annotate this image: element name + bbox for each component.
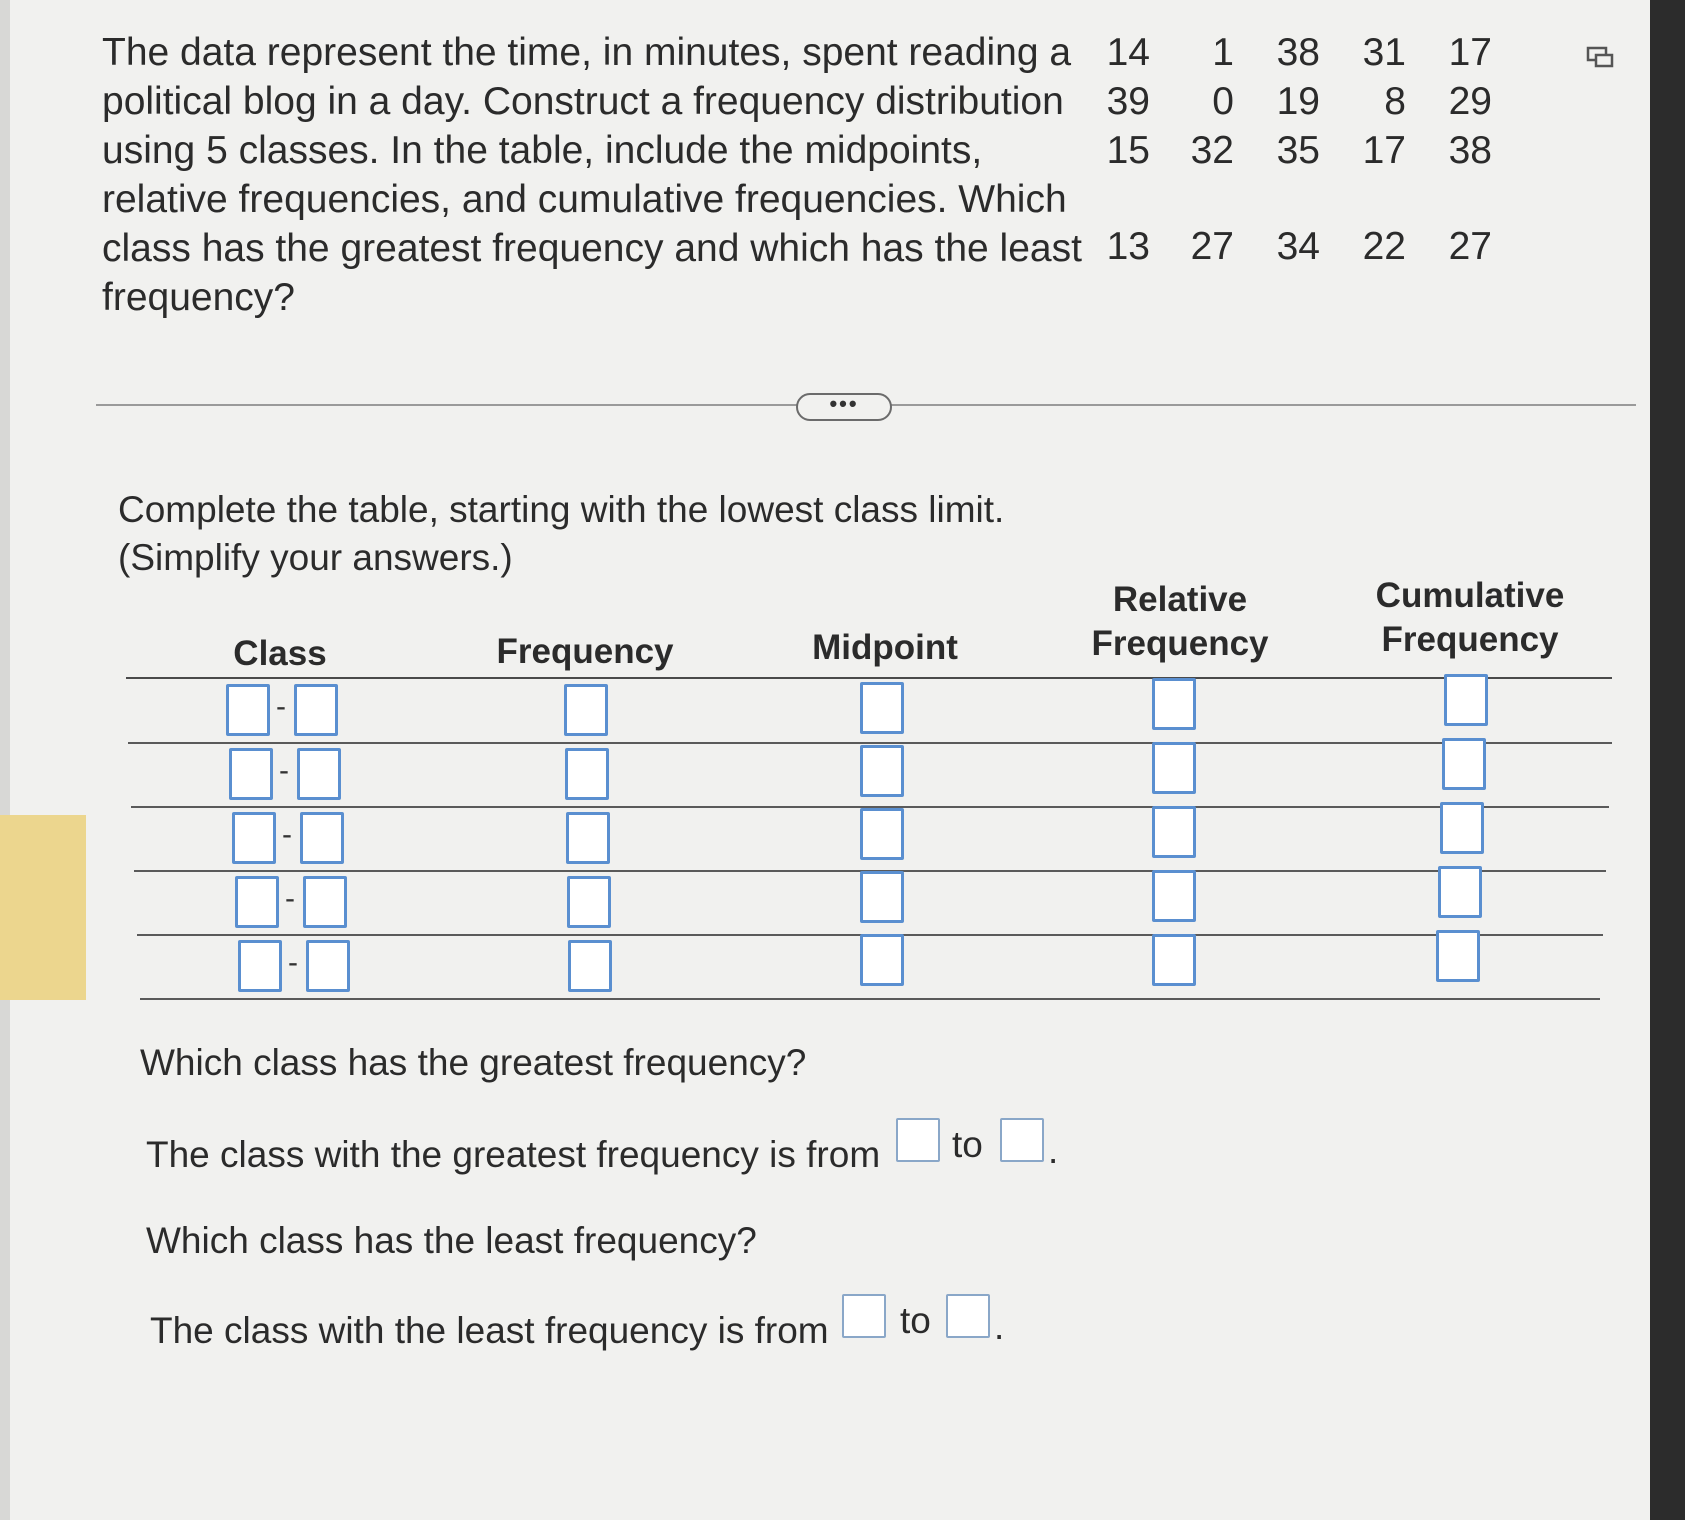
class-lower-input[interactable] [232,812,276,864]
data-value: 15 [1106,129,1150,172]
class-upper-input[interactable] [306,940,350,992]
header-cumulative-frequency [1350,574,1590,662]
screen-bezel [1650,0,1685,1520]
class-lower-input[interactable] [226,684,270,736]
data-value: 39 [1106,80,1150,123]
relative-frequency-input[interactable] [1152,870,1196,922]
cumulative-frequency-input[interactable] [1436,930,1480,982]
data-value: 27 [1190,225,1234,268]
greatest-to-label: to [952,1124,983,1165]
copy-data-icon[interactable] [1586,42,1616,72]
data-value: 13 [1106,225,1150,268]
table-row-rule [128,742,1612,744]
instruction-note: (Simplify your answers.) [118,537,513,578]
relative-frequency-input[interactable] [1152,742,1196,794]
greatest-to-input[interactable] [1000,1118,1044,1162]
table-row-rule [140,998,1600,1000]
more-options-button[interactable]: ••• [796,393,892,421]
midpoint-input[interactable] [860,808,904,860]
header-midpoint: Midpoint [812,628,958,667]
table-header-rule [126,677,1612,679]
data-value: 17 [1362,129,1406,172]
data-value: 22 [1362,225,1406,268]
header-cumulative-line1: Cumulative [1375,576,1565,615]
greatest-from-input[interactable] [896,1118,940,1162]
header-cumulative-line2: Frequency [1381,620,1559,659]
data-value: 1 [1212,31,1234,74]
midpoint-input[interactable] [860,871,904,923]
data-value: 38 [1448,129,1492,172]
data-value: 19 [1276,80,1320,123]
data-value: 32 [1190,129,1234,172]
header-relative-line2: Frequency [1091,624,1269,663]
instruction [118,486,1004,582]
greatest-answer-line [146,1132,880,1178]
class-dash: - [279,754,289,787]
data-value: 0 [1212,80,1234,123]
header-class: Class [233,634,327,673]
frequency-input[interactable] [564,684,608,736]
header-relative-frequency [1060,578,1300,666]
question-text: The data represent the time, in minutes, spent reading a political blog in a day. Construct a frequency distribution using 5 classes. In the table, include the midpoints, relative frequencies, and cumulative frequencies. Which class has the greatest frequency and which has the least frequency? [102,31,1082,319]
least-question: Which class has the least frequency? [146,1220,757,1261]
class-dash: - [282,818,292,851]
data-row [1106,28,1570,77]
cumulative-frequency-input[interactable] [1442,738,1486,790]
least-prefix: The class with the least frequency is from [150,1310,829,1351]
data-value: 34 [1276,225,1320,268]
least-to-input[interactable] [946,1294,990,1338]
least-to-label: to [900,1300,931,1341]
data-value: 14 [1106,31,1150,74]
class-lower-input[interactable] [238,940,282,992]
least-period: . [994,1306,1005,1347]
data-row [1106,222,1570,271]
class-upper-input[interactable] [297,748,341,800]
class-upper-input[interactable] [300,812,344,864]
class-upper-input[interactable] [294,684,338,736]
header-frequency: Frequency [496,632,674,671]
relative-frequency-input[interactable] [1152,934,1196,986]
left-edge [0,0,10,1520]
frequency-input[interactable] [566,812,610,864]
relative-frequency-input[interactable] [1152,678,1196,730]
frequency-input[interactable] [568,940,612,992]
data-value: 8 [1384,80,1406,123]
midpoint-input[interactable] [860,745,904,797]
greatest-prefix: The class with the greatest frequency is from [146,1134,881,1175]
midpoint-input[interactable] [860,682,904,734]
class-lower-input[interactable] [229,748,273,800]
class-upper-input[interactable] [303,876,347,928]
cumulative-frequency-input[interactable] [1440,802,1484,854]
header-relative-line1: Relative [1112,580,1248,619]
midpoint-input[interactable] [860,934,904,986]
cumulative-frequency-input[interactable] [1444,674,1488,726]
cumulative-frequency-input[interactable] [1438,866,1482,918]
data-value: 27 [1448,225,1492,268]
frequency-input[interactable] [565,748,609,800]
least-answer-line [150,1308,829,1354]
frequency-input[interactable] [567,876,611,928]
highlight-strip [0,815,86,1000]
instruction-line: Complete the table, starting with the lowest class limit. [118,489,1005,530]
least-from-input[interactable] [842,1294,886,1338]
class-dash: - [276,690,286,723]
data-value: 35 [1276,129,1320,172]
data-value: 29 [1448,80,1492,123]
greatest-question: Which class has the greatest frequency? [140,1042,807,1083]
class-dash: - [288,946,298,979]
data-row [1106,126,1570,175]
data-value: 31 [1362,31,1406,74]
data-row [1106,77,1570,126]
relative-frequency-input[interactable] [1152,806,1196,858]
class-lower-input[interactable] [235,876,279,928]
data-value: 17 [1448,31,1492,74]
greatest-period: . [1048,1130,1059,1171]
data-value: 38 [1276,31,1320,74]
class-dash: - [285,882,295,915]
